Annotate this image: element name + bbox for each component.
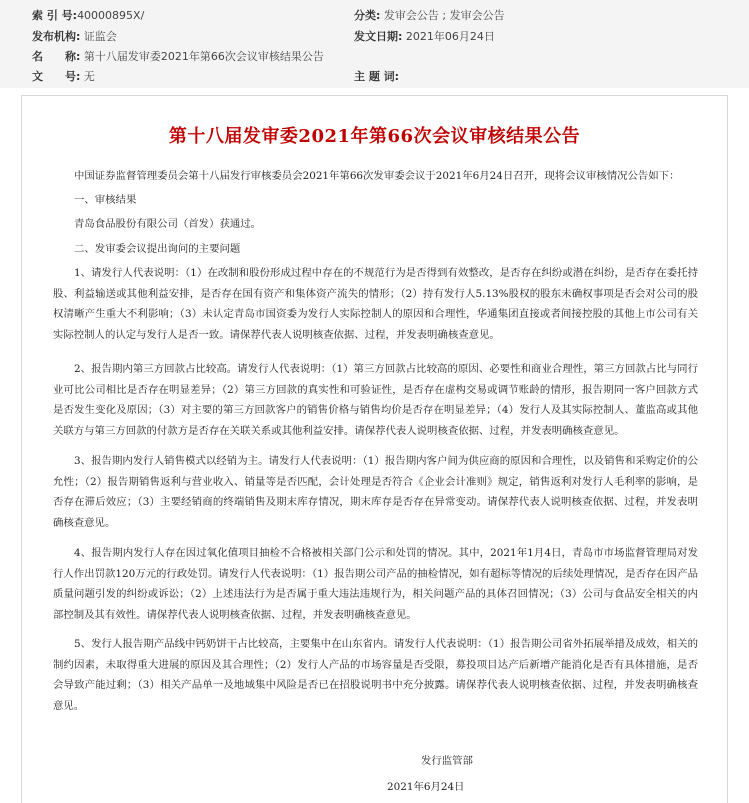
meta-docno <box>32 68 95 86</box>
meta-row-4 <box>0 68 749 86</box>
document-title: 第十八届发审委2021年第66次会议审核结果公告 <box>168 126 581 147</box>
meta-date <box>354 28 495 46</box>
meta-docno-value: 无 <box>83 70 95 83</box>
meta-row-3 <box>0 48 749 66</box>
meta-subject <box>354 68 399 86</box>
signer: 发行监管部 <box>421 755 473 767</box>
meta-issuer-label: 发布机构: <box>32 30 81 43</box>
result-paragraph: 青岛食品股份有限公司（首发）获通过。 <box>74 218 262 230</box>
question-3: 3、报告期内发行人销售模式以经销为主。请发行人代表说明：（1）报告期内客户间为供应商的原因和合理性，以及销售和采购定价的公允性；（2）报告期销售返利与营业收入、销量等是否匹配，会计处理是否符合《企业会计准则》规定，销售返利对发行人毛利率的影响，是否存在滞后效应；（3）主要经销商的终端销售及期末库存情况，期末库存是否存在异常变动。请保荐代表人说明核查依据、过程，并发表明确核查意见。 <box>53 455 698 529</box>
section-heading-questions: 二、发审委会议提出询问的主要问题 <box>74 243 241 255</box>
intro-paragraph: 中国证券监督管理委员会第十八届发行审核委员会2021年第66次发审委会议于2021年6月24日召开，现将会议审核情况公告如下： <box>74 170 680 182</box>
meta-category-value: 发审会公告 ; 发审会公告 <box>383 9 505 22</box>
meta-issuer-value: 证监会 <box>83 30 117 43</box>
meta-date-value: 2021年06月24日 <box>405 30 495 43</box>
meta-name-label: 名 称: <box>32 50 81 63</box>
meta-index <box>32 7 144 25</box>
meta-index-value: 40000895X/ <box>77 9 145 22</box>
meta-subject-label: 主 题 词: <box>354 70 400 83</box>
meta-docno-label: 文 号: <box>32 70 81 83</box>
question-5: 5、发行人报告期产品线中钙奶饼干占比较高，主要集中在山东省内。请发行人代表说明：（1）报告期公司省外拓展举措及成效，相关的制约因素，未取得重大进展的原因及其合理性；（2）发行人产品的市场容量是否受限，募投项目达产后新增产能消化是否有具体措施，是否会导致产能过剩；（3）相关产品单一及地域集中风险是否已在招股说明书中充分披露。请保荐代表人说明核查依据、过程，并发表明确核查意见。 <box>53 638 698 712</box>
meta-row-1 <box>0 7 749 25</box>
question-4: 4、报告期内发行人存在因过氧化值项目抽检不合格被相关部门公示和处罚的情况。其中，2021年1月4日，青岛市市场监督管理局对发行人作出罚款120万元的行政处罚。请发行人代表说明：（1）报告期公司产品的抽检情况，如有超标等情况的后续处理情况，是否存在因产品质量问题引发的纠纷或诉讼；（2）上述违法行为是否属于重大违法违规行为，相关问题产品的具体召回情况；（3）公司与食品安全相关的内部控制及其有效性。请保荐代表人说明核查依据、过程，并发表明确核查意见。 <box>53 547 698 621</box>
question-2: 2、报告期内第三方回款占比较高。请发行人代表说明：（1）第三方回款占比较高的原因、必要性和商业合理性，第三方回款占比与同行业可比公司相比是否存在明显差异；（2）第三方回款的真实性和可验证性，是否存在虚构交易或调节账龄的情形，报告期同一客户回款方式是否发生变化及原因；（3）对主要的第三方回款客户的销售价格与销售均价是否存在明显差异；（4）发行人及其实际控制人、董监高或其他关联方与第三方回款的付款方是否存在关联关系或其他利益安排。请保荐代表人说明核查依据、过程，并发表明确核查意见。 <box>53 363 698 437</box>
section-heading-result: 一、审核结果 <box>74 194 137 206</box>
question-1: 1、请发行人代表说明：（1）在改制和股份形成过程中存在的不规范行为是否得到有效整改，是否存在纠纷或潜在纠纷，是否存在委托持股、利益输送或其他利益安排，是否存在国有资产和集体资产流失的情形；（2）持有发行人5.13%股权的股东未确权事项是否会对公司的股权清晰产生重大不利影响；（3）未认定青岛市国资委为发行人实际控制人的原因和合理性，华通集团直接或者间接控股的其他上市公司有关实际控制人的认定与发行人是否一致。请保荐代表人说明核查依据、过程，并发表明确核查意见。 <box>53 267 698 341</box>
meta-date-label: 发文日期: <box>354 30 403 43</box>
meta-category <box>354 7 505 25</box>
meta-category-label: 分类: <box>354 9 381 22</box>
meta-name-value: 第十八届发审委2021年第66次会议审核结果公告 <box>83 50 324 63</box>
meta-index-label: 索 引 号: <box>32 9 78 22</box>
sign-date: 2021年6月24日 <box>387 781 465 793</box>
meta-name <box>32 48 324 66</box>
document-metadata-panel <box>0 0 749 88</box>
meta-row-2 <box>0 28 749 46</box>
meta-issuer <box>32 28 117 46</box>
